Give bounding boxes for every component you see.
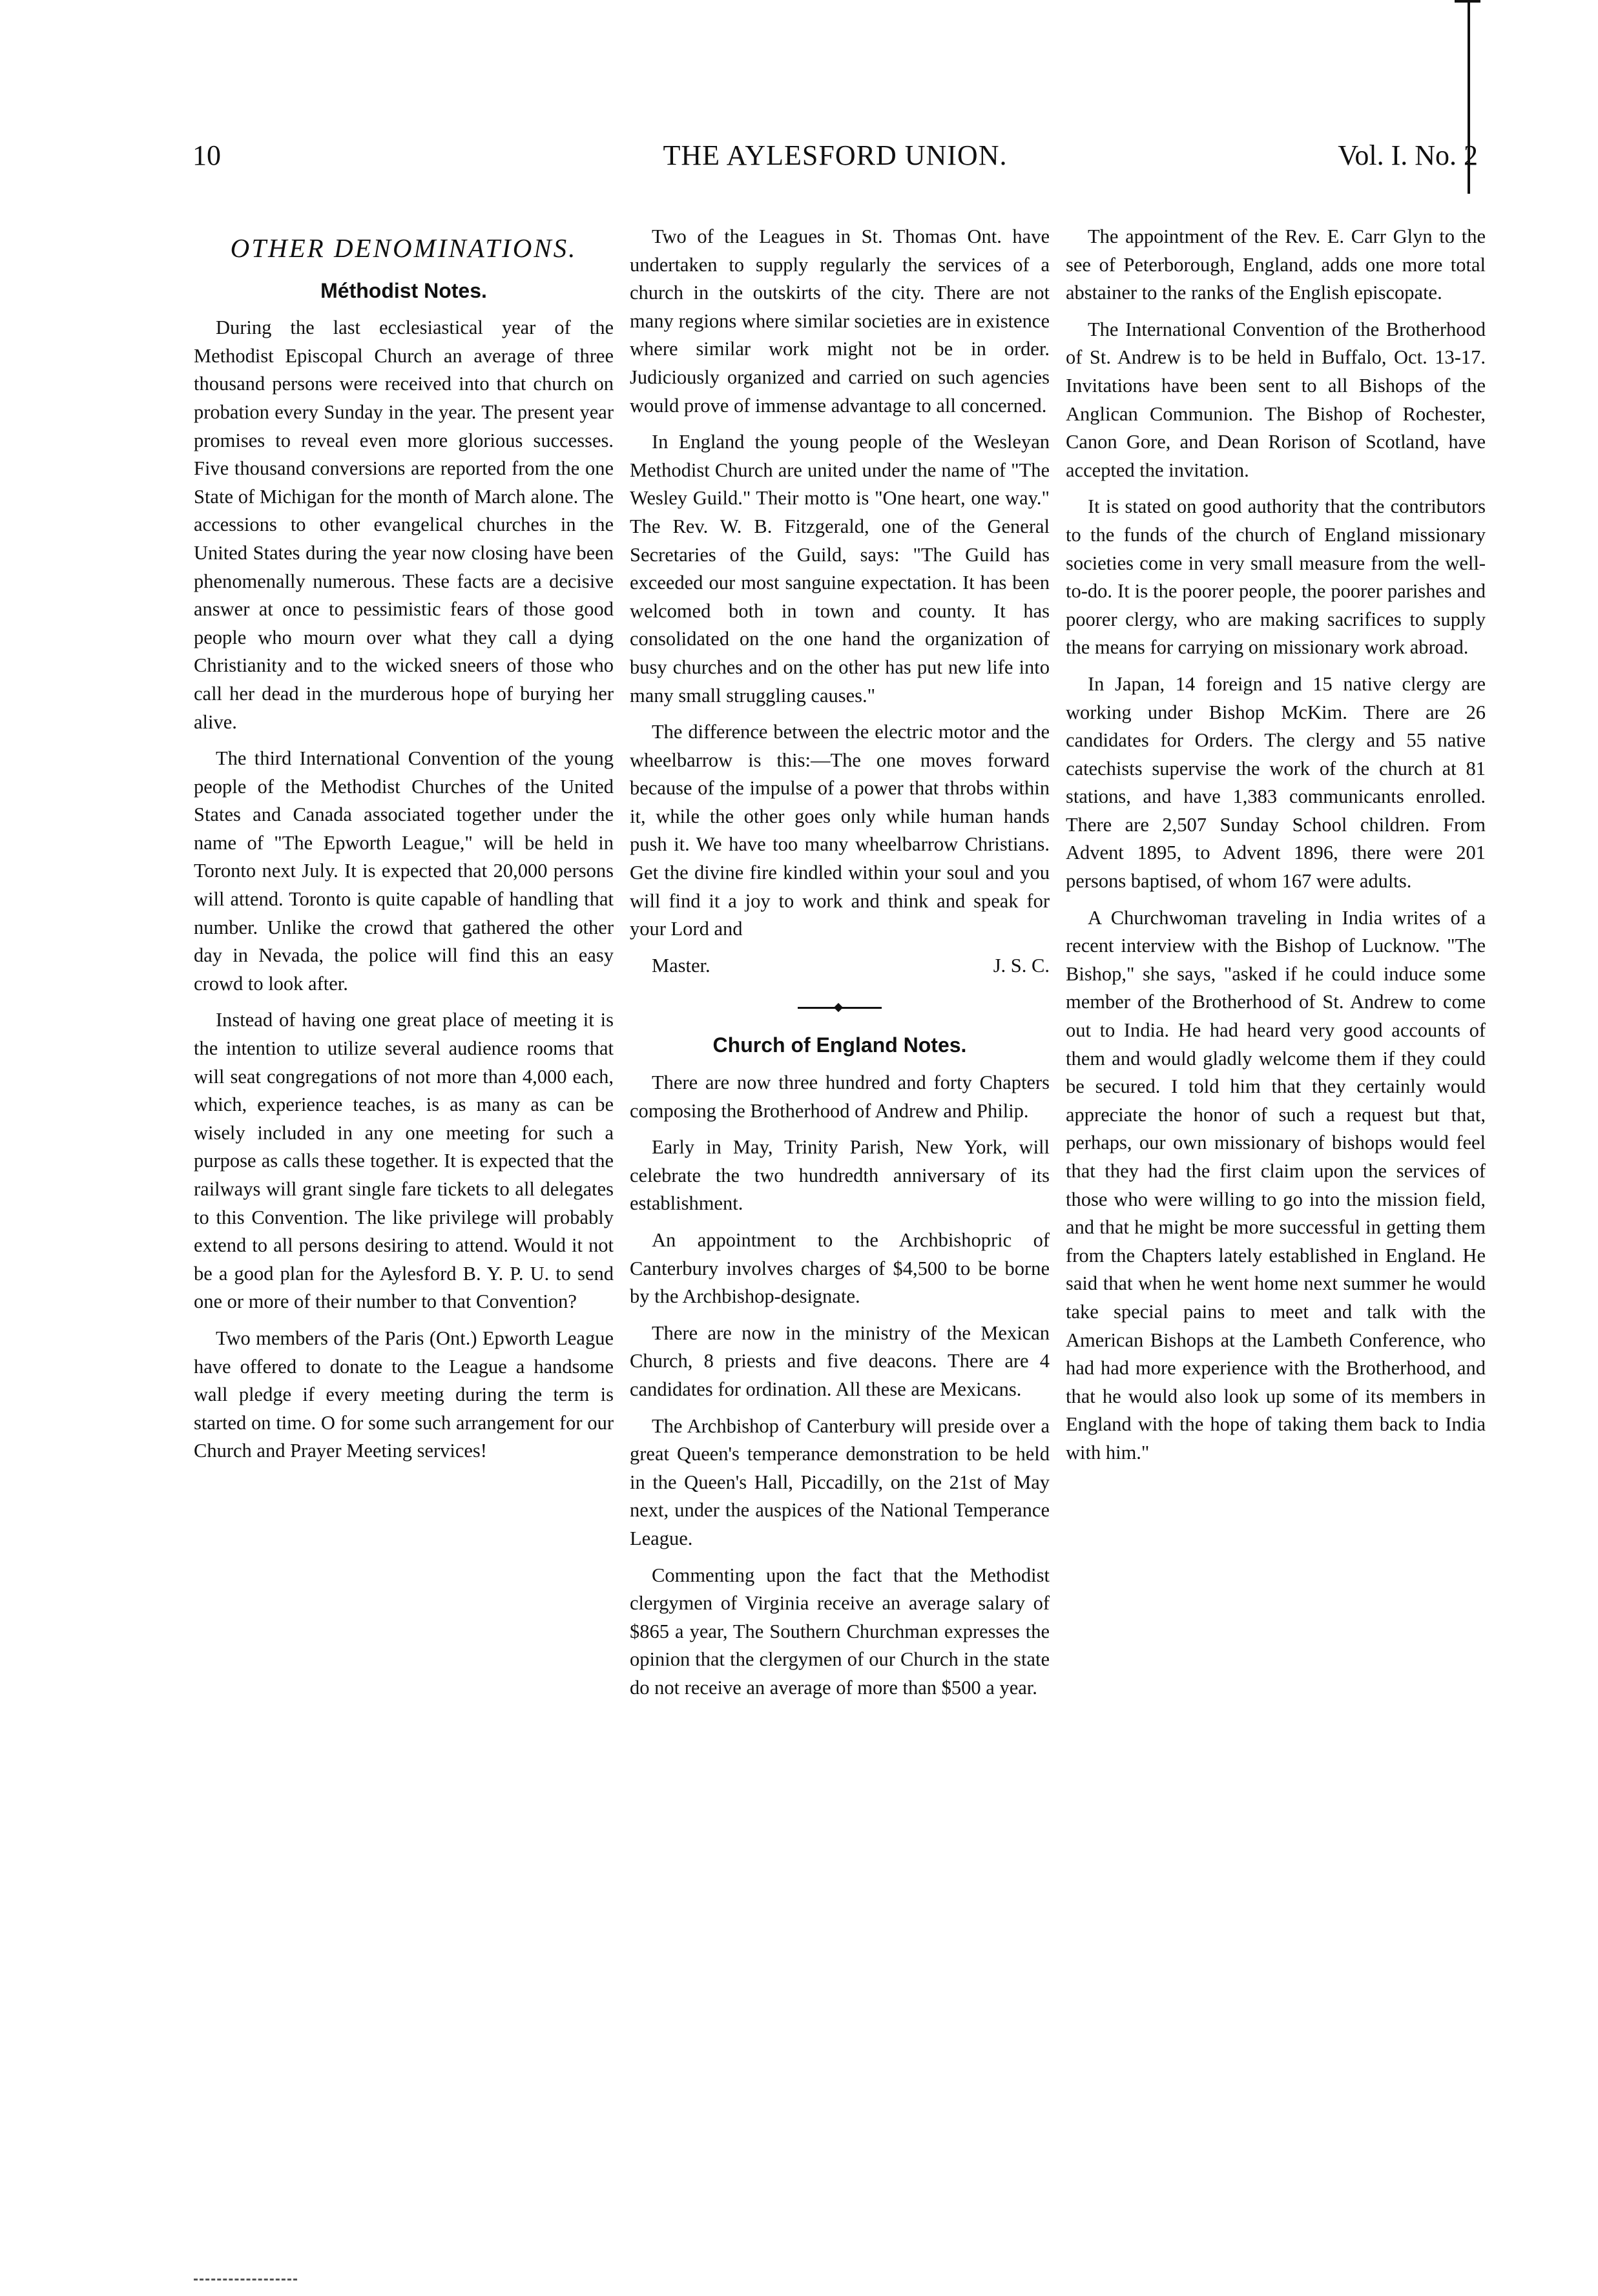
sign-word: Master.	[652, 954, 711, 977]
methodist-paragraph: Instead of having one great place of meeting it is the intention to utilize several audience rooms that will seat congregations of not more than 4,000 each, which, experience teaches, is as many as can be wisely included in any one meeting for such a purpose as calls these together. It is expected that the railways will grant single fare tickets to all delegates to this Convention. The like privilege will probably extend to all persons desiring to attend. Would it not be a good plan for the Aylesford B. Y. P. U. to send one or more of their number to that Convention?	[194, 1009, 614, 1313]
page-number: 10	[192, 140, 221, 171]
coe-paragraph: The Archbishop of Canterbury will preside over a great Queen's temperance demonstration to be held in the Queen's Hall, Piccadilly, on the 21st of May next, under the auspices of the National Temperance League.	[630, 1414, 1050, 1549]
volume-number: Vol. I. No. 2	[1338, 140, 1478, 171]
methodist-paragraph: During the last ecclesiastical year of the Methodist Episcopal Church an average of three thousand persons were received into that church on probation every Sunday in the year. The present year promises to reveal even more glorious successes. Five thousand conversions are reported from the one State of Michigan for the month of March alone. The accessions to other evangelical churches in the United States during the year now closing have been phenomenally numerous. These facts are a decisive answer at once to pessimistic fears of those good people who mourn over what they call a dying Christianity and to the wicked sneers of those who call her dead in the murderous hope of burying her alive.	[194, 316, 614, 733]
signature-line	[630, 952, 1050, 980]
coe-paragraph: The International Convention of the Brotherhood of St. Andrew is to be held in Buffalo, Oct. 13-17. Invitations have been sent to all Bishops of the Anglican Communion. The Bishop of Rochester, Canon Gore, and Dean Rorison of Scotland, have accepted the invitation.	[1066, 318, 1486, 481]
column-3	[1066, 223, 1486, 1476]
coe-paragraph: Early in May, Trinity Parish, New York, will celebrate the two hundredth anniversary of its establishment.	[630, 1136, 1050, 1215]
coe-paragraph: Commenting upon the fact that the Methodist clergymen of Virginia receive an average salary of $865 a year, The Southern Churchman expresses the opinion that the clergymen of our Church in the state do not receive an average of more than $500 a year.	[630, 1564, 1050, 1699]
coe-paragraph: There are now in the ministry of the Mexican Church, 8 priests and five deacons. There are 4 candidates for ordination. All these are Mexicans.	[630, 1321, 1050, 1400]
section-title: OTHER DENOMINATIONS.	[230, 233, 577, 263]
methodist-heading: Méthodist Notes.	[320, 278, 487, 302]
coe-paragraph: A Churchwoman traveling in India writes of a recent interview with the Bishop of Lucknow. "The Bishop," she says, "asked if he could induce some member of the Brotherhood of St. Andrew to come out to India. He had heard very good accounts of them and would gladly welcome them if they could be secured. I told him that they certainly would appreciate the honor of such a request but that, perhaps, our own missionary of bishops would feel that they had the first claim upon the services of those who were willing to go into the mission field, and that he might be more successful in getting them from the Chapters lately established in England. He said that when he went home next summer he would take special pains to meet and talk with the American Bishops at the Lambeth Conference, who had had more experience with the Brotherhood, and that he would also look up some of its members in England with the hope of taking them back to India with him."	[1066, 906, 1486, 1463]
coe-paragraph: In Japan, 14 foreign and 15 native clergy are working under Bishop McKim. There are 26 candidates for Orders. The clergy and 55 native catechists supervise the work of the church at 81 stations, and have 1,383 communicants enrolled. There are 2,507 Sunday School children. From Advent 1895, to Advent 1896, there were 201 persons baptised, of whom 167 were adults.	[1066, 672, 1486, 893]
publication-title: THE AYLESFORD UNION.	[663, 140, 1008, 171]
methodist-paragraph: The difference between the electric motor and the wheelbarrow is this:—The one moves forward because of the impulse of a power that throbs within it, while the other goes only while human hands push it. We have too many wheelbarrow Christians. Get the divine fire kindled within your soul and you will find it a joy to work and think and speak for your Lord and	[630, 721, 1050, 940]
methodist-paragraph: Two members of the Paris (Ont.) Epworth League have offered to donate to the League a handsome wall pledge if every meeting during the term is started on time. O for some such arrangement for our Church and Prayer Meeting services!	[194, 1327, 614, 1462]
coe-paragraph: An appointment to the Archbishopric of Canterbury involves charges of $4,500 to be borne by the Archbishop-designate.	[630, 1229, 1050, 1308]
methodist-paragraph: In England the young people of the Wesleyan Methodist Church are united under the name of "The Wesley Guild." Their motto is "One heart, one way." The Rev. W. B. Fitzgerald, one of the General Secretaries of the Guild, says: "The Guild has exceeded our most sanguine expectation. It has been welcomed both in town and county. It has consolidated on the one hand the organization of busy churches and on the other has put new life into many small struggling causes."	[630, 431, 1050, 707]
signature: J. S. C.	[993, 954, 1050, 977]
coe-paragraph: The appointment of the Rev. E. Carr Glyn to the see of Peterborough, England, adds one more total abstainer to the ranks of the English episcopate.	[1066, 225, 1486, 304]
methodist-paragraph: Two of the Leagues in St. Thomas Ont. have undertaken to supply regularly the services of a church in the outskirts of the city. There are not many regions where similar societies are in existence where similar work might not be in order. Judiciously organized and carried on such agencies would prove of immense advantage to all concerned.	[630, 225, 1050, 417]
coe-paragraph: It is stated on good authority that the contributors to the funds of the church of England missionary societies come in very small measure from the well-to-do. It is the poorer people, the poorer parishes and poorer clergy, who are making sacrifices to supply the means for carrying on missionary work abroad.	[1066, 495, 1486, 659]
coe-paragraph: There are now three hundred and forty Chapters composing the Brotherhood of Andrew and Philip.	[630, 1071, 1050, 1122]
footer-mark	[194, 2279, 297, 2280]
column-1	[194, 223, 614, 1474]
methodist-paragraph: The third International Convention of the young people of the Methodist Churches of the United States and Canada associated together under the name of "The Epworth League," will be held in Toronto next July. It is expected that 20,000 persons will attend. Toronto is quite capable of handling that number. Unlike the crowd that gathered the other day in Nevada, the police will find this an easy crowd to look after.	[194, 747, 614, 995]
column-2	[630, 223, 1050, 1711]
running-header	[192, 139, 1478, 184]
section-divider	[798, 1003, 882, 1012]
church-of-england-heading: Church of England Notes.	[712, 1033, 967, 1057]
